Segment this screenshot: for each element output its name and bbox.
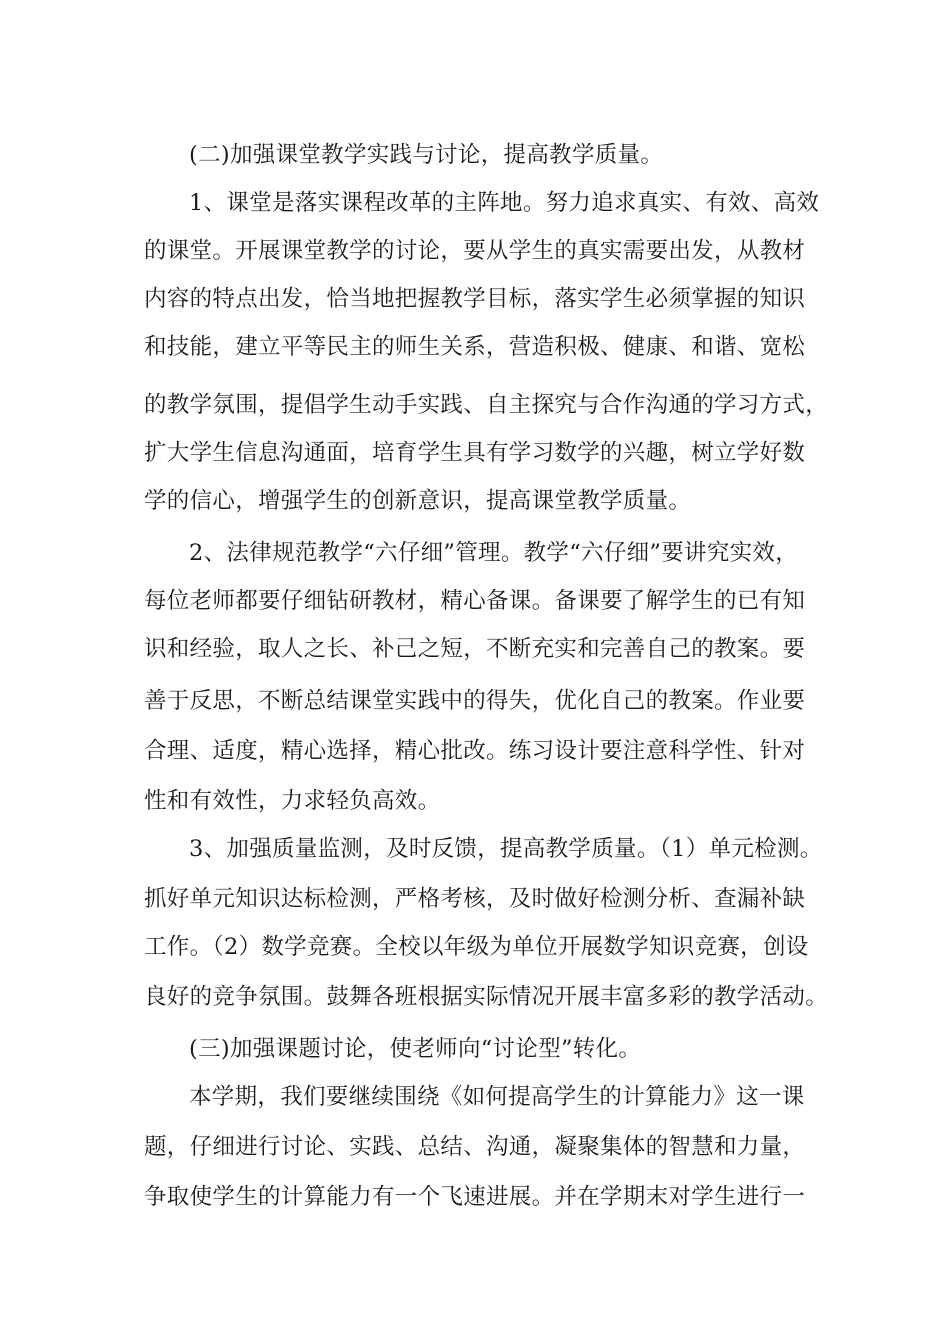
paragraph-line: 工作。（2）数学竞赛。全校以年级为单位开展数学知识竞赛，创设 bbox=[144, 934, 809, 960]
paragraph-line: 合理、适度，精心选择，精心批改。练习设计要注意科学性、针对 bbox=[144, 738, 806, 764]
paragraph-line: 争取使学生的计算能力有一个飞速进展。并在学期末对学生进行一 bbox=[144, 1184, 806, 1210]
paragraph-line: 性和有效性，力求轻负高效。 bbox=[144, 788, 441, 814]
paragraph-line: 的教学氛围，提倡学生动手实践、自主探究与合作沟通的学习方式， bbox=[144, 392, 829, 418]
paragraph-line: 每位老师都要仔细钻研教材，精心备课。备课要了解学生的已有知 bbox=[144, 588, 806, 614]
paragraph-line: 的课堂。开展课堂教学的讨论，要从学生的真实需要出发，从教材 bbox=[144, 238, 806, 264]
paragraph-line: 扩大学生信息沟通面，培育学生具有学习数学的兴趣，树立学好数 bbox=[144, 440, 806, 466]
heading-section-three: (三)加强课题讨论，使老师向“讨论型”转化。 bbox=[189, 1036, 642, 1062]
paragraph-line: 2、法律规范教学“六仔细”管理。教学“六仔细”要讲究实效， bbox=[189, 540, 799, 566]
paragraph-line: 内容的特点出发，恰当地把握教学目标，落实学生必须掌握的知识 bbox=[144, 286, 806, 312]
paragraph-line: 学的信心，增强学生的创新意识，提高课堂教学质量。 bbox=[144, 488, 692, 514]
paragraph-line: 和技能，建立平等民主的师生关系，营造积极、健康、和谐、宽松 bbox=[144, 334, 806, 360]
paragraph-line: 善于反思，不断总结课堂实践中的得失，优化自己的教案。作业要 bbox=[144, 688, 806, 714]
paragraph-line: 本学期，我们要继续围绕《如何提高学生的计算能力》这一课 bbox=[189, 1084, 805, 1110]
paragraph-line: 良好的竞争氛围。鼓舞各班根据实际情况开展丰富多彩的教学活动。 bbox=[144, 984, 829, 1010]
paragraph-line: 题，仔细进行讨论、实践、总结、沟通，凝聚集体的智慧和力量， bbox=[144, 1134, 806, 1160]
paragraph-line: 抓好单元知识达标检测，严格考核，及时做好检测分析、查漏补缺 bbox=[144, 886, 806, 912]
paragraph-line: 识和经验，取人之长、补己之短，不断充实和完善自己的教案。要 bbox=[144, 636, 806, 662]
paragraph-line: 1、课堂是落实课程改革的主阵地。努力追求真实、有效、高效 bbox=[189, 190, 820, 216]
heading-section-two: (二)加强课堂教学实践与讨论，提高教学质量。 bbox=[189, 142, 664, 168]
paragraph-line: 3、加强质量监测，及时反馈，提高教学质量。（1）单元检测。 bbox=[189, 836, 823, 862]
